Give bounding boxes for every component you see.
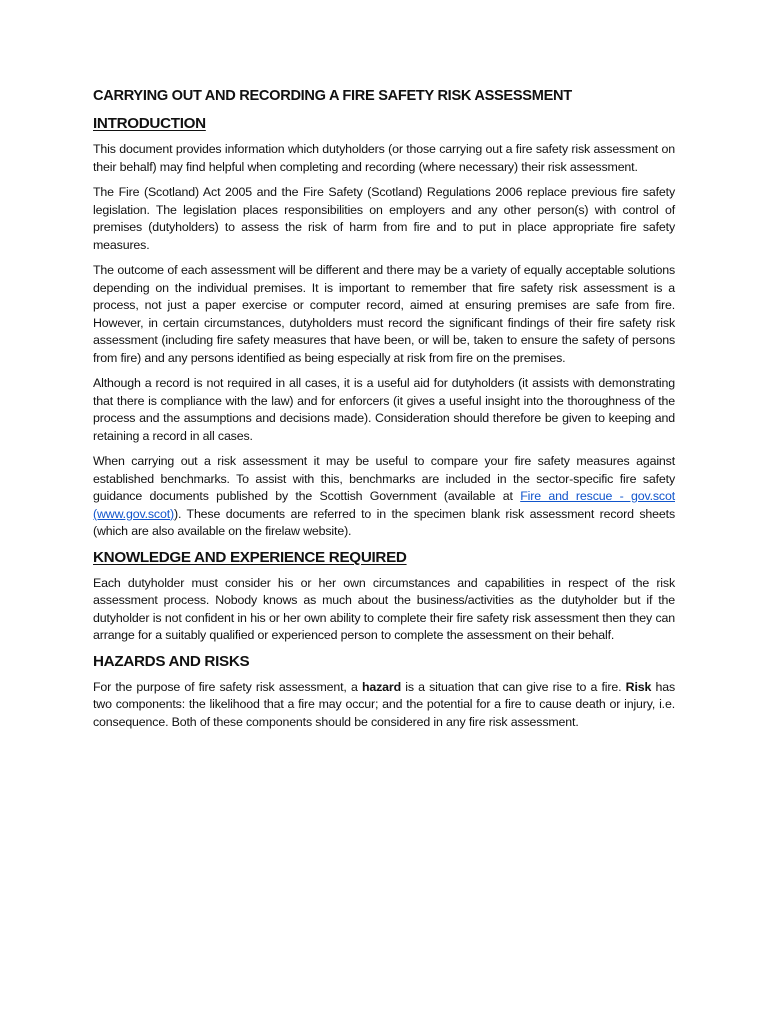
- introduction-paragraph-4: Although a record is not required in all cases, it is a useful aid for dutyholders (it assists with demonstrating that there is compliance with the law) and for enforcers (it gives a useful insight into the thoroughness of the process and the assumptions and decisions made). Consideration should therefore be given to keeping and retaining a record in all cases.: [93, 376, 675, 443]
- gov-scot-fire-rescue-link[interactable]: Fire and rescue - gov.scot (www.gov.scot): [93, 489, 675, 521]
- paragraph-5-text-after-link: ). These documents are referred to in the specimen blank risk assessment record sheets (which are also available on the firelaw website).: [93, 506, 675, 538]
- knowledge-heading: KNOWLEDGE AND EXPERIENCE REQUIRED: [93, 548, 407, 566]
- introduction-paragraph-3: The outcome of each assessment will be different and there may be a variety of equally acceptable solutions depending on the individual premises. It is important to remember that fire safety risk assessment is a process, not just a paper exercise or computer record, aimed at ensuring premises are safe from fire. However, in certain circumstances, dutyholders must record the significant findings of their fire safety risk assessment (including fire safety measures that have been, or will be, taken to ensure the safety of persons from fire) and any persons identified as being especially at risk from fire on the premises.: [93, 263, 675, 365]
- introduction-paragraph-2: The Fire (Scotland) Act 2005 and the Fire Safety (Scotland) Regulations 2006 replace previous fire safety legislation. The legislation places responsibilities on employers and any other person(s) with control of premises (dutyholders) to assess the risk of harm from fire and to put in place appropriate fire safety measures.: [93, 185, 675, 252]
- document-title: CARRYING OUT AND RECORDING A FIRE SAFETY RISK ASSESSMENT: [93, 88, 572, 104]
- hazards-text-b: is a situation that can give rise to a fire.: [401, 679, 626, 694]
- document-page: [93, 88, 675, 739]
- hazards-heading: HAZARDS AND RISKS: [93, 652, 250, 670]
- introduction-paragraph-1: This document provides information which dutyholders (or those carrying out a fire safety risk assessment on their behalf) may find helpful when completing and recording (where necessary) their risk assessment.: [93, 142, 675, 174]
- hazard-term: hazard: [361, 679, 401, 694]
- introduction-paragraph-5: [93, 453, 675, 541]
- hazards-text-c: has two components: the likelihood that a fire may occur; and the potential for a fire to cause death or injury, i.e. consequence. Both of these components should be considered in any fire risk assessment.: [93, 679, 675, 729]
- hazards-text-a: For the purpose of fire safety risk assessment, a: [93, 679, 362, 694]
- risk-term: Risk: [625, 679, 652, 694]
- hazards-paragraph-1: [93, 679, 675, 732]
- introduction-heading: INTRODUCTION: [93, 115, 206, 132]
- knowledge-paragraph-1: Each dutyholder must consider his or her own circumstances and capabilities in respect of the risk assessment process. Nobody knows as much about the business/activities as the dutyholder but if the dutyholder is not confident in his or her own ability to complete their fire safety risk assessment then they can arrange for a suitably qualified or experienced person to complete the assessment on their behalf.: [93, 575, 675, 642]
- paragraph-5-text-before-link: When carrying out a risk assessment it may be useful to compare your fire safety measures against established benchmarks. To assist with this, benchmarks are included in the sector-specific fire safety guidance documents published by the Scottish Government (available at: [93, 454, 675, 503]
